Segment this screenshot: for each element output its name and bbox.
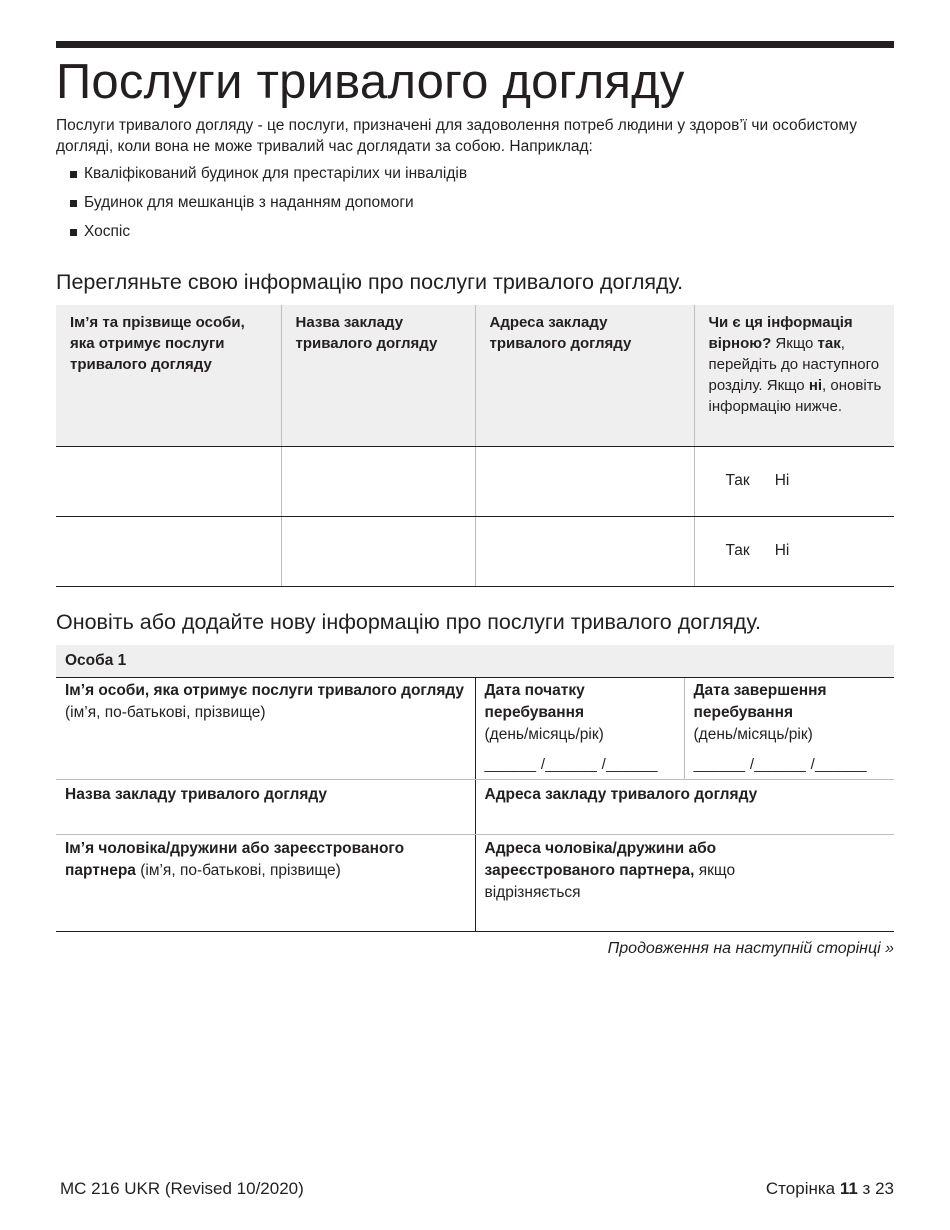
update-heading: Оновіть або додайте нову інформацію про послуги тривалого догляду. [56, 610, 761, 634]
cell-facility-name[interactable] [281, 446, 475, 516]
col-facility-name: Назва закладу тривалого догляду [281, 305, 475, 446]
no-option[interactable]: Ні [774, 542, 790, 559]
start-date-field[interactable]: Дата початку перебування (день/місяць/рік) ______ /______ /______ [475, 677, 684, 779]
person-name-label: Ім’я особи, яка отримує послуги тривалого догляду [65, 681, 465, 699]
page-title: Послуги тривалого догляду [56, 55, 685, 109]
top-rule [56, 41, 894, 48]
person-label: Особа 1 [56, 645, 894, 677]
spouse-address-field[interactable]: Адреса чоловіка/дружини або зареєстрованого партнера, якщо відрізняється [475, 834, 894, 931]
person-name-field[interactable]: Ім’я особи, яка отримує послуги тривалого догляду (ім’я, по-батькові, прізвище) [56, 677, 475, 779]
review-heading: Перегляньте свою інформацію про послуги тривалого догляду. [56, 270, 684, 294]
start-date-label: Дата початку перебування [484, 681, 585, 721]
cell-person-name[interactable] [56, 516, 281, 586]
form-id: MC 216 UKR (Revised 10/2020) [60, 1179, 304, 1198]
examples-list [70, 165, 467, 252]
table-row [56, 446, 894, 516]
cell-person-name[interactable] [56, 446, 281, 516]
intro-paragraph: Послуги тривалого догляду - це послуги, призначені для задоволення потреб людини у здоров’ї чи особистому догляді, коли вона не може тривалий час доглядати за собою. Наприклад: [56, 117, 857, 155]
list-item: Кваліфікований будинок для престарілих чи інвалідів [70, 165, 467, 194]
end-date-field[interactable]: Дата завершення перебування (день/місяць/рік) ______ /______ /______ [684, 677, 894, 779]
cell-facility-address[interactable] [475, 446, 694, 516]
no-option[interactable]: Ні [774, 472, 790, 489]
bullet-square-icon [70, 171, 77, 178]
col-facility-address: Адреса закладу тривалого догляду [475, 305, 694, 446]
end-date-blank[interactable]: ______ /______ /______ [693, 755, 867, 773]
update-table [56, 645, 894, 932]
facility-name-field[interactable]: Назва закладу тривалого догляду [56, 779, 475, 834]
yes-option[interactable]: Так [725, 472, 750, 489]
review-header-row [56, 305, 894, 446]
table-row [56, 516, 894, 586]
spouse-name-field[interactable]: Ім’я чоловіка/дружини або зареєстрованого партнера (ім’я, по-батькові, прізвище) [56, 834, 475, 931]
bullet-square-icon [70, 229, 77, 236]
cell-yes-no [694, 516, 894, 586]
start-date-blank[interactable]: ______ /______ /______ [484, 755, 658, 773]
cell-yes-no [694, 446, 894, 516]
facility-address-field[interactable]: Адреса закладу тривалого догляду [475, 779, 894, 834]
page-number: Сторінка 11 з 23 [765, 1179, 894, 1198]
col-info-correct: Чи є ця інформація вірною? Якщо так, перейдіть до наступного розділу. Якщо ні, оновіть інформацію нижче. [694, 305, 894, 446]
end-date-label: Дата завершення перебування [693, 681, 827, 721]
col-person-name: Ім’я та прізвище особи, яка отримує послуги тривалого догляду [56, 305, 281, 446]
bullet-square-icon [70, 200, 77, 207]
list-item: Хоспіс [70, 223, 467, 252]
review-table [56, 305, 894, 587]
yes-option[interactable]: Так [725, 542, 750, 559]
cell-facility-name[interactable] [281, 516, 475, 586]
continued-note: Продовження на наступній сторінці » [607, 940, 894, 957]
cell-facility-address[interactable] [475, 516, 694, 586]
list-item: Будинок для мешканців з наданням допомоги [70, 194, 467, 223]
